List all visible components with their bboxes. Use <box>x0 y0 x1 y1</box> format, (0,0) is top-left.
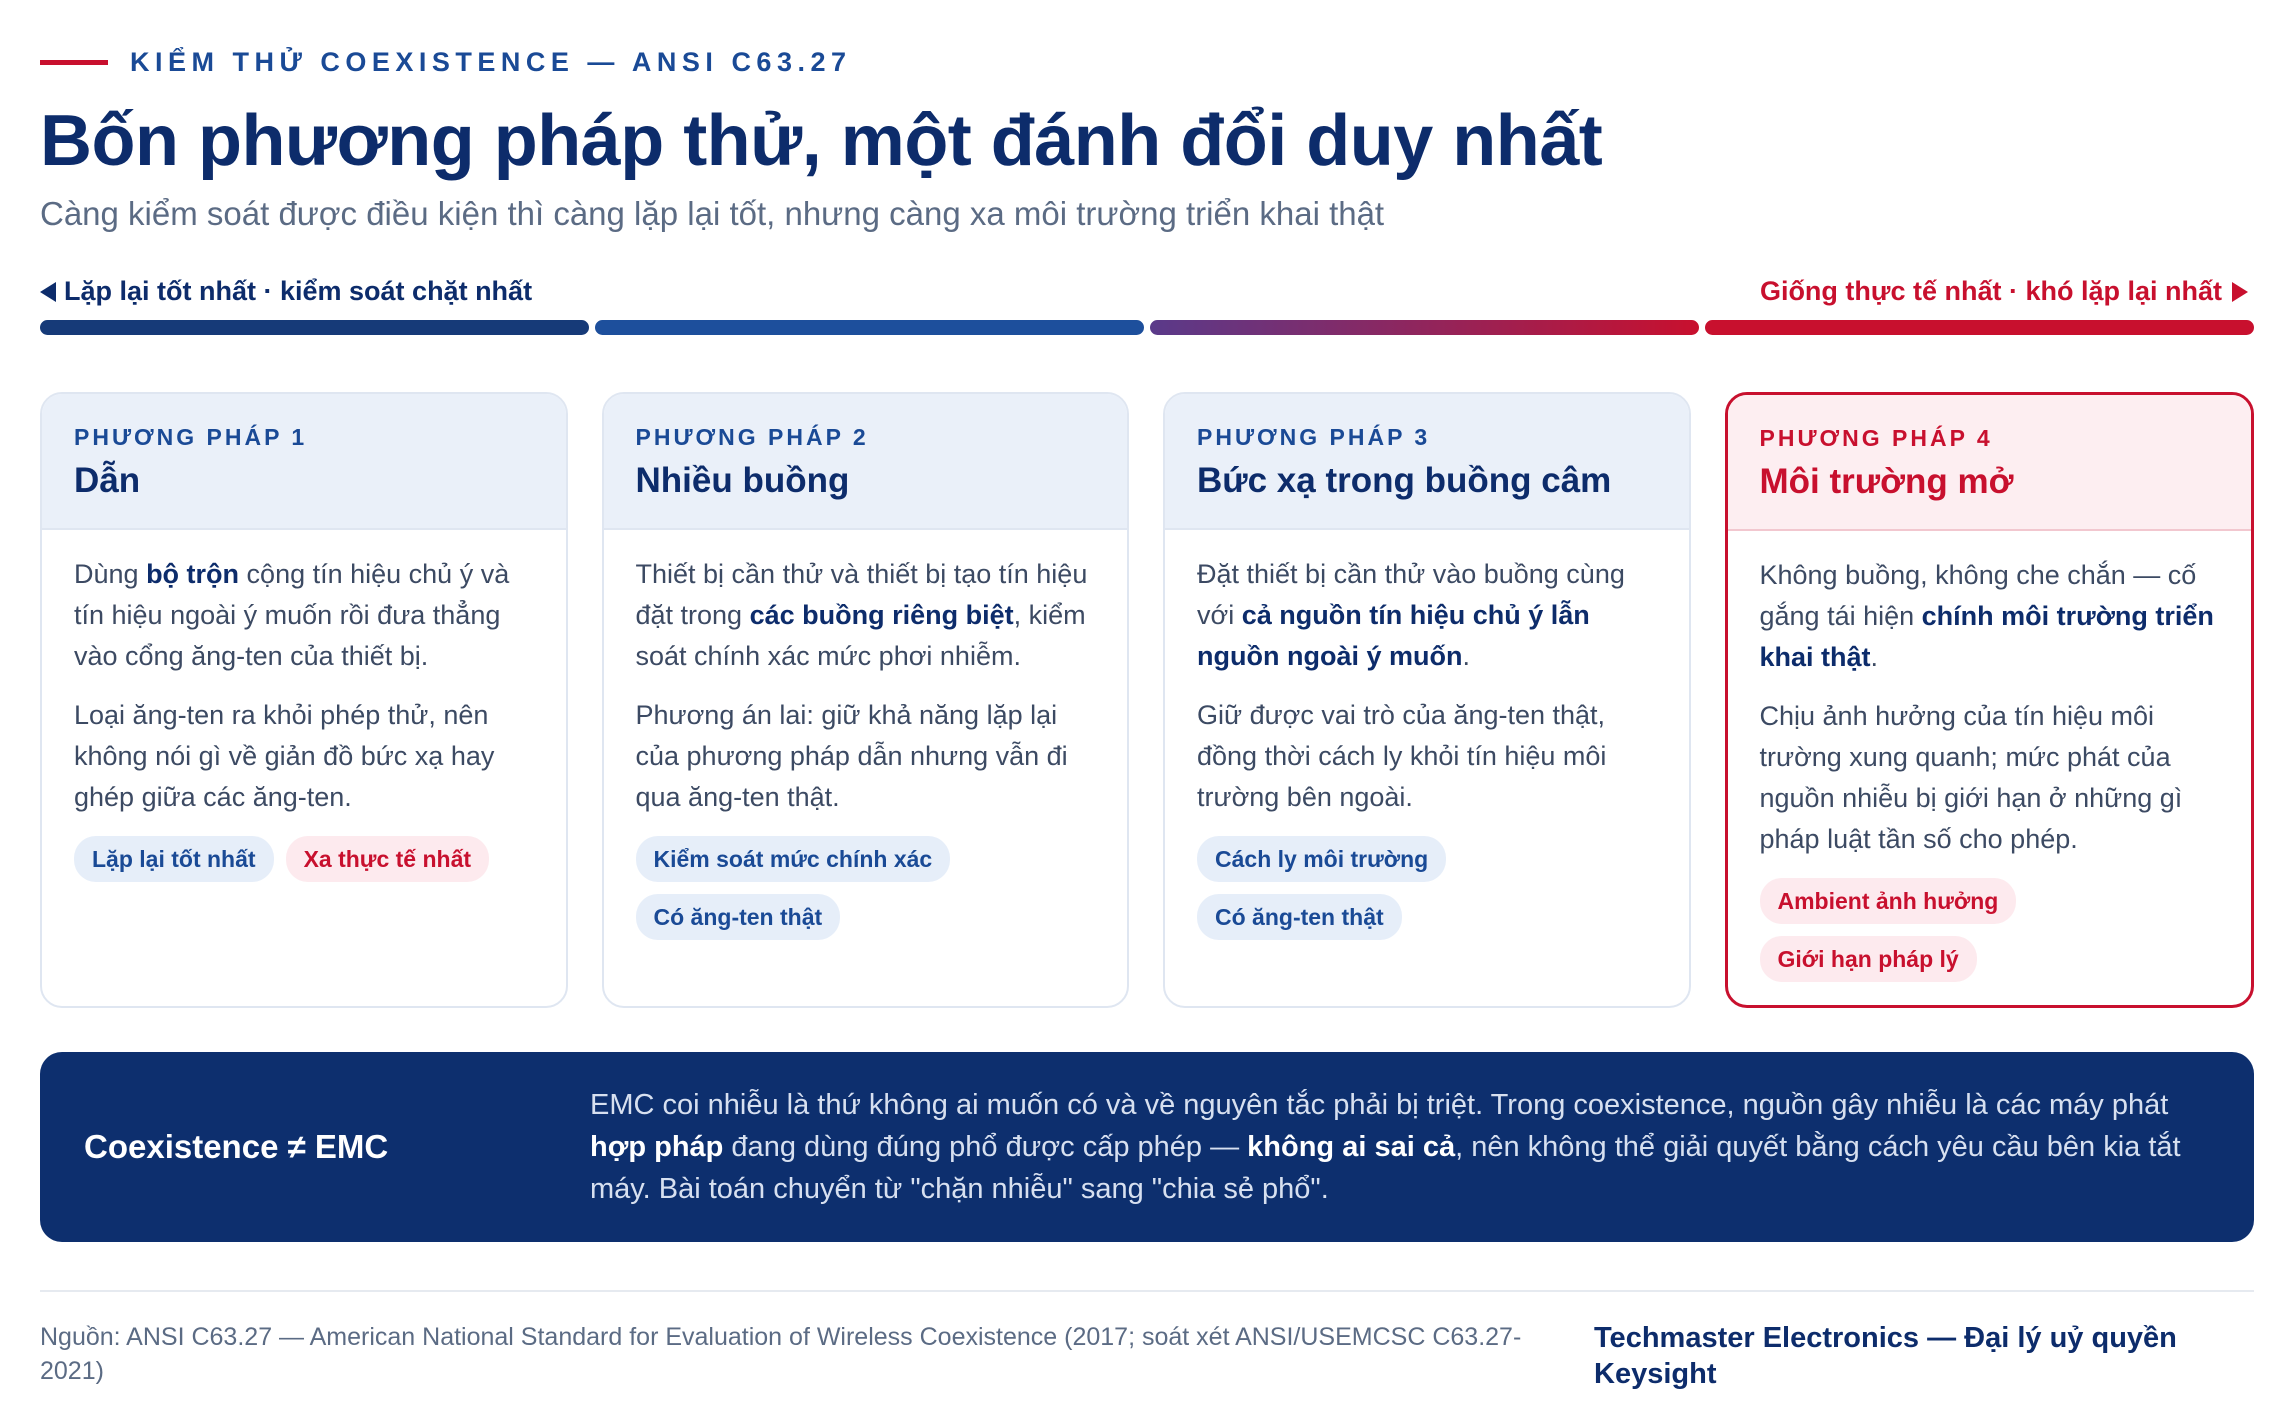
tag-badge: Lặp lại tốt nhất <box>74 836 274 882</box>
card-note: Chịu ảnh hưởng của tín hiệu môi trường xung quanh; mức phát của nguồn nhiễu bị giới hạn ở những gì pháp luật tần số cho phép. <box>1759 701 2183 854</box>
tag-badge: Có ăng-ten thật <box>636 894 841 940</box>
tag-badge: Giới hạn pháp lý <box>1760 936 1977 982</box>
emphasis-text: bộ trộn <box>146 559 240 589</box>
card-number: PHƯƠNG PHÁP 1 <box>74 424 308 450</box>
card-tags <box>636 836 1096 940</box>
card-header <box>42 394 566 530</box>
card-description: Thiết bị cần thử và thiết bị tạo tín hiệu đặt trong các buồng riêng biệt, kiểm soát chính xác mức phơi nhiễm. <box>635 559 1088 671</box>
emphasis-text: cả nguồn tín hiệu chủ ý lẫn nguồn ngoài ý muốn <box>1197 600 1590 671</box>
eyebrow-text: KIỂM THỬ COEXISTENCE — ANSI C63.27 <box>130 46 852 77</box>
card-body <box>1165 530 1689 940</box>
card-tags <box>1760 878 2220 982</box>
card-body <box>42 530 566 882</box>
tag-badge: Cách ly môi trường <box>1197 836 1446 882</box>
banner-text: EMC coi nhiễu là thứ không ai muốn có và về nguyên tắc phải bị triệt. Trong coexistence, nguồn gây nhiễu là các máy phát hợp pháp đang dùng đúng phổ được cấp phép — không ai sai cả, nên không thể giải quyết bằng cách yêu cầu bên kia tắt máy. Bài toán chuyển từ "chặn nhiễu" sang "chia sẻ phổ". <box>590 1089 2181 1205</box>
footer-divider <box>40 1290 2254 1292</box>
method-card-1 <box>40 392 568 1008</box>
callout-banner <box>40 1052 2254 1242</box>
emphasis-text: chính môi trường triển khai thật <box>1759 601 2214 672</box>
tag-badge: Ambient ảnh hưởng <box>1760 878 2017 924</box>
eyebrow-accent-line <box>40 60 108 65</box>
emphasis-text: không ai sai cả <box>1247 1131 1456 1163</box>
card-description: Không buồng, không che chắn — cố gắng tái hiện chính môi trường triển khai thật. <box>1759 560 2214 672</box>
card-number: PHƯƠNG PHÁP 2 <box>635 424 869 450</box>
eyebrow <box>40 44 852 80</box>
scale-segment-2 <box>595 320 1144 335</box>
card-body <box>1728 531 2252 982</box>
source-citation: Nguồn: ANSI C63.27 — American National Standard for Evaluation of Wireless Coexistence (2017; soát xét ANSI/USEMCSC C63.27-2021) <box>40 1323 1522 1385</box>
brand-credit: Techmaster Electronics — Đại lý uỷ quyền Keysight <box>1594 1322 2177 1390</box>
card-body <box>604 530 1128 940</box>
triangle-right-icon <box>2232 282 2248 302</box>
card-title: Môi trường mở <box>1759 462 2014 501</box>
card-number: PHƯƠNG PHÁP 4 <box>1759 425 1993 451</box>
card-tags <box>1197 836 1657 940</box>
card-title: Nhiều buồng <box>635 461 850 500</box>
scale-segment-1 <box>40 320 589 335</box>
card-note: Phương án lai: giữ khả năng lặp lại của phương pháp dẫn nhưng vẫn đi qua ăng-ten thật. <box>635 700 1068 812</box>
scale-segment-3 <box>1150 320 1699 335</box>
page-subtitle: Càng kiểm soát được điều kiện thì càng lặp lại tốt, nhưng càng xa môi trường triển khai thật <box>40 195 1385 232</box>
card-header <box>604 394 1128 530</box>
method-card-2 <box>602 392 1130 1008</box>
tag-badge: Có ăng-ten thật <box>1197 894 1402 940</box>
banner-title: Coexistence ≠ EMC <box>84 1128 389 1165</box>
method-card-3 <box>1163 392 1691 1008</box>
scale-segment-4 <box>1705 320 2254 335</box>
card-title: Bức xạ trong buồng câm <box>1197 461 1612 500</box>
scale-left-text: Lặp lại tốt nhất · kiểm soát chặt nhất <box>64 276 533 306</box>
scale-right-label <box>1760 276 2248 307</box>
card-header <box>1165 394 1689 530</box>
triangle-left-icon <box>40 282 56 302</box>
card-description: Dùng bộ trộn cộng tín hiệu chủ ý và tín hiệu ngoài ý muốn rồi đưa thẳng vào cổng ăng-ten của thiết bị. <box>74 559 510 671</box>
scale-gradient-bar <box>40 320 2254 335</box>
card-tags <box>74 836 534 882</box>
emphasis-text: hợp pháp <box>590 1131 724 1163</box>
scale-left-label <box>40 276 532 307</box>
scale-right-text: Giống thực tế nhất · khó lặp lại nhất <box>1759 276 2222 306</box>
emphasis-text: các buồng riêng biệt <box>749 600 1014 630</box>
tag-badge: Xa thực tế nhất <box>286 836 489 882</box>
page-title: Bốn phương pháp thử, một đánh đổi duy nhất <box>40 101 1603 181</box>
card-note: Giữ được vai trò của ăng-ten thật, đồng thời cách ly khỏi tín hiệu môi trường bên ngoài. <box>1197 700 1607 812</box>
card-title: Dẫn <box>74 461 141 500</box>
method-cards <box>40 392 2254 1008</box>
card-description: Đặt thiết bị cần thử vào buồng cùng với cả nguồn tín hiệu chủ ý lẫn nguồn ngoài ý muốn. <box>1197 559 1625 671</box>
tag-badge: Kiểm soát mức chính xác <box>636 836 951 882</box>
card-header <box>1728 395 2252 531</box>
card-note: Loại ăng-ten ra khỏi phép thử, nên không nói gì về giản đồ bức xạ hay ghép giữa các ăng-ten. <box>74 700 495 812</box>
card-number: PHƯƠNG PHÁP 3 <box>1197 424 1431 450</box>
method-card-4 <box>1725 392 2255 1008</box>
